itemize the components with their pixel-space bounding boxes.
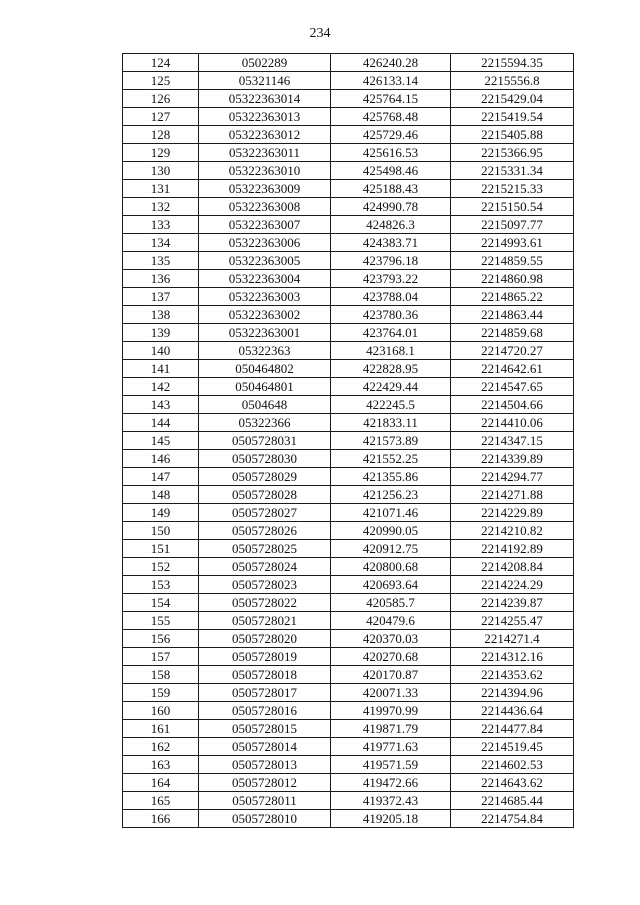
table-row [123,756,574,774]
x-coordinate-cell: 423780.36 [331,306,451,324]
row-number-cell: 127 [123,108,199,126]
point-id-cell: 0505728018 [199,666,331,684]
row-number-cell: 163 [123,756,199,774]
table-row [123,666,574,684]
x-coordinate-cell: 425764.15 [331,90,451,108]
row-number-cell: 129 [123,144,199,162]
x-coordinate-cell: 424990.78 [331,198,451,216]
row-number-cell: 160 [123,702,199,720]
x-coordinate-cell: 422429.44 [331,378,451,396]
point-id-cell: 0505728028 [199,486,331,504]
x-coordinate-cell: 420479.6 [331,612,451,630]
y-coordinate-cell: 2215556.8 [451,72,574,90]
table-row [123,594,574,612]
row-number-cell: 149 [123,504,199,522]
y-coordinate-cell: 2214642.61 [451,360,574,378]
y-coordinate-cell: 2215405.88 [451,126,574,144]
table-row [123,180,574,198]
row-number-cell: 146 [123,450,199,468]
row-number-cell: 165 [123,792,199,810]
x-coordinate-cell: 419571.59 [331,756,451,774]
x-coordinate-cell: 420170.87 [331,666,451,684]
y-coordinate-cell: 2214255.47 [451,612,574,630]
x-coordinate-cell: 420912.75 [331,540,451,558]
y-coordinate-cell: 2214224.29 [451,576,574,594]
point-id-cell: 0505728031 [199,432,331,450]
row-number-cell: 153 [123,576,199,594]
row-number-cell: 164 [123,774,199,792]
point-id-cell: 05322363008 [199,198,331,216]
row-number-cell: 133 [123,216,199,234]
x-coordinate-cell: 424383.71 [331,234,451,252]
x-coordinate-cell: 426133.14 [331,72,451,90]
y-coordinate-cell: 2214208.84 [451,558,574,576]
row-number-cell: 166 [123,810,199,828]
row-number-cell: 132 [123,198,199,216]
x-coordinate-cell: 422828.95 [331,360,451,378]
point-id-cell: 0505728029 [199,468,331,486]
x-coordinate-cell: 421573.89 [331,432,451,450]
point-id-cell: 0505728011 [199,792,331,810]
point-id-cell: 050464802 [199,360,331,378]
table-row [123,198,574,216]
row-number-cell: 124 [123,54,199,72]
point-id-cell: 05322363001 [199,324,331,342]
x-coordinate-cell: 419205.18 [331,810,451,828]
x-coordinate-cell: 421071.46 [331,504,451,522]
y-coordinate-cell: 2214685.44 [451,792,574,810]
row-number-cell: 138 [123,306,199,324]
point-id-cell: 0505728019 [199,648,331,666]
table-row [123,324,574,342]
y-coordinate-cell: 2214720.27 [451,342,574,360]
point-id-cell: 05322363003 [199,288,331,306]
point-id-cell: 0502289 [199,54,331,72]
point-id-cell: 05322363013 [199,108,331,126]
point-id-cell: 0505728016 [199,702,331,720]
y-coordinate-cell: 2214519.45 [451,738,574,756]
row-number-cell: 151 [123,540,199,558]
y-coordinate-cell: 2214394.96 [451,684,574,702]
point-id-cell: 0505728020 [199,630,331,648]
table-row [123,126,574,144]
point-id-cell: 0504648 [199,396,331,414]
y-coordinate-cell: 2214239.87 [451,594,574,612]
row-number-cell: 137 [123,288,199,306]
table-row [123,558,574,576]
row-number-cell: 158 [123,666,199,684]
x-coordinate-cell: 422245.5 [331,396,451,414]
point-id-cell: 05322363006 [199,234,331,252]
row-number-cell: 136 [123,270,199,288]
table-row [123,504,574,522]
row-number-cell: 143 [123,396,199,414]
y-coordinate-cell: 2214192.89 [451,540,574,558]
y-coordinate-cell: 2215594.35 [451,54,574,72]
x-coordinate-cell: 425498.46 [331,162,451,180]
x-coordinate-cell: 419372.43 [331,792,451,810]
x-coordinate-cell: 423764.01 [331,324,451,342]
table-body [123,54,574,828]
row-number-cell: 140 [123,342,199,360]
y-coordinate-cell: 2215331.34 [451,162,574,180]
table-row [123,270,574,288]
y-coordinate-cell: 2214754.84 [451,810,574,828]
row-number-cell: 130 [123,162,199,180]
table-row [123,288,574,306]
row-number-cell: 141 [123,360,199,378]
x-coordinate-cell: 420071.33 [331,684,451,702]
y-coordinate-cell: 2214353.62 [451,666,574,684]
x-coordinate-cell: 421256.23 [331,486,451,504]
x-coordinate-cell: 424826.3 [331,216,451,234]
point-id-cell: 0505728023 [199,576,331,594]
point-id-cell: 05322363005 [199,252,331,270]
y-coordinate-cell: 2214643.62 [451,774,574,792]
table-row [123,216,574,234]
table-row [123,306,574,324]
table-row [123,54,574,72]
x-coordinate-cell: 423793.22 [331,270,451,288]
x-coordinate-cell: 420693.64 [331,576,451,594]
table-row [123,630,574,648]
x-coordinate-cell: 426240.28 [331,54,451,72]
x-coordinate-cell: 419871.79 [331,720,451,738]
y-coordinate-cell: 2214271.4 [451,630,574,648]
point-id-cell: 0505728027 [199,504,331,522]
table-row [123,684,574,702]
table-row [123,396,574,414]
point-id-cell: 0505728021 [199,612,331,630]
table-row [123,414,574,432]
point-id-cell: 05322363004 [199,270,331,288]
x-coordinate-cell: 420990.05 [331,522,451,540]
x-coordinate-cell: 421552.25 [331,450,451,468]
y-coordinate-cell: 2214993.61 [451,234,574,252]
table-row [123,378,574,396]
y-coordinate-cell: 2214865.22 [451,288,574,306]
table-row [123,144,574,162]
point-id-cell: 05322363007 [199,216,331,234]
table-row [123,738,574,756]
point-id-cell: 0505728025 [199,540,331,558]
table-row [123,648,574,666]
x-coordinate-cell: 425188.43 [331,180,451,198]
x-coordinate-cell: 419472.66 [331,774,451,792]
table-row [123,792,574,810]
point-id-cell: 05321146 [199,72,331,90]
table-row [123,162,574,180]
row-number-cell: 135 [123,252,199,270]
point-id-cell: 050464801 [199,378,331,396]
x-coordinate-cell: 425768.48 [331,108,451,126]
row-number-cell: 155 [123,612,199,630]
row-number-cell: 159 [123,684,199,702]
row-number-cell: 157 [123,648,199,666]
row-number-cell: 152 [123,558,199,576]
y-coordinate-cell: 2214860.98 [451,270,574,288]
coordinates-table [122,53,574,828]
y-coordinate-cell: 2214229.89 [451,504,574,522]
table-row [123,432,574,450]
table-row [123,720,574,738]
table-row [123,108,574,126]
y-coordinate-cell: 2214436.64 [451,702,574,720]
row-number-cell: 147 [123,468,199,486]
table-row [123,702,574,720]
point-id-cell: 0505728026 [199,522,331,540]
table-row [123,468,574,486]
point-id-cell: 0505728030 [199,450,331,468]
row-number-cell: 126 [123,90,199,108]
y-coordinate-cell: 2214602.53 [451,756,574,774]
table-row [123,486,574,504]
y-coordinate-cell: 2214504.66 [451,396,574,414]
point-id-cell: 05322363002 [199,306,331,324]
y-coordinate-cell: 2214347.15 [451,432,574,450]
y-coordinate-cell: 2215150.54 [451,198,574,216]
point-id-cell: 05322363014 [199,90,331,108]
x-coordinate-cell: 425616.53 [331,144,451,162]
table-row [123,612,574,630]
x-coordinate-cell: 423788.04 [331,288,451,306]
table-row [123,540,574,558]
table-row [123,234,574,252]
y-coordinate-cell: 2214863.44 [451,306,574,324]
point-id-cell: 0505728014 [199,738,331,756]
point-id-cell: 0505728012 [199,774,331,792]
table-row [123,252,574,270]
table-row [123,810,574,828]
y-coordinate-cell: 2214859.68 [451,324,574,342]
table-row [123,576,574,594]
y-coordinate-cell: 2214210.82 [451,522,574,540]
x-coordinate-cell: 419970.99 [331,702,451,720]
row-number-cell: 162 [123,738,199,756]
row-number-cell: 142 [123,378,199,396]
x-coordinate-cell: 420370.03 [331,630,451,648]
y-coordinate-cell: 2214410.06 [451,414,574,432]
point-id-cell: 05322363010 [199,162,331,180]
y-coordinate-cell: 2214271.88 [451,486,574,504]
x-coordinate-cell: 423168.1 [331,342,451,360]
table-row [123,522,574,540]
point-id-cell: 0505728010 [199,810,331,828]
x-coordinate-cell: 419771.63 [331,738,451,756]
row-number-cell: 139 [123,324,199,342]
row-number-cell: 145 [123,432,199,450]
point-id-cell: 05322363 [199,342,331,360]
x-coordinate-cell: 423796.18 [331,252,451,270]
y-coordinate-cell: 2215366.95 [451,144,574,162]
row-number-cell: 134 [123,234,199,252]
row-number-cell: 131 [123,180,199,198]
row-number-cell: 125 [123,72,199,90]
point-id-cell: 0505728024 [199,558,331,576]
point-id-cell: 05322363012 [199,126,331,144]
table-row [123,72,574,90]
page-number: 234 [309,26,331,41]
y-coordinate-cell: 2215419.54 [451,108,574,126]
row-number-cell: 144 [123,414,199,432]
table-row [123,774,574,792]
y-coordinate-cell: 2214339.89 [451,450,574,468]
table-row [123,342,574,360]
point-id-cell: 0505728022 [199,594,331,612]
x-coordinate-cell: 420270.68 [331,648,451,666]
row-number-cell: 128 [123,126,199,144]
x-coordinate-cell: 420800.68 [331,558,451,576]
point-id-cell: 05322363011 [199,144,331,162]
row-number-cell: 154 [123,594,199,612]
x-coordinate-cell: 425729.46 [331,126,451,144]
y-coordinate-cell: 2215215.33 [451,180,574,198]
point-id-cell: 0505728017 [199,684,331,702]
table-row [123,450,574,468]
row-number-cell: 148 [123,486,199,504]
x-coordinate-cell: 421355.86 [331,468,451,486]
y-coordinate-cell: 2214477.84 [451,720,574,738]
point-id-cell: 05322363009 [199,180,331,198]
table-row [123,360,574,378]
y-coordinate-cell: 2215429.04 [451,90,574,108]
y-coordinate-cell: 2214859.55 [451,252,574,270]
y-coordinate-cell: 2214312.16 [451,648,574,666]
row-number-cell: 150 [123,522,199,540]
point-id-cell: 0505728013 [199,756,331,774]
point-id-cell: 0505728015 [199,720,331,738]
row-number-cell: 161 [123,720,199,738]
table-row [123,90,574,108]
y-coordinate-cell: 2214547.65 [451,378,574,396]
row-number-cell: 156 [123,630,199,648]
y-coordinate-cell: 2214294.77 [451,468,574,486]
x-coordinate-cell: 421833.11 [331,414,451,432]
point-id-cell: 05322366 [199,414,331,432]
x-coordinate-cell: 420585.7 [331,594,451,612]
y-coordinate-cell: 2215097.77 [451,216,574,234]
